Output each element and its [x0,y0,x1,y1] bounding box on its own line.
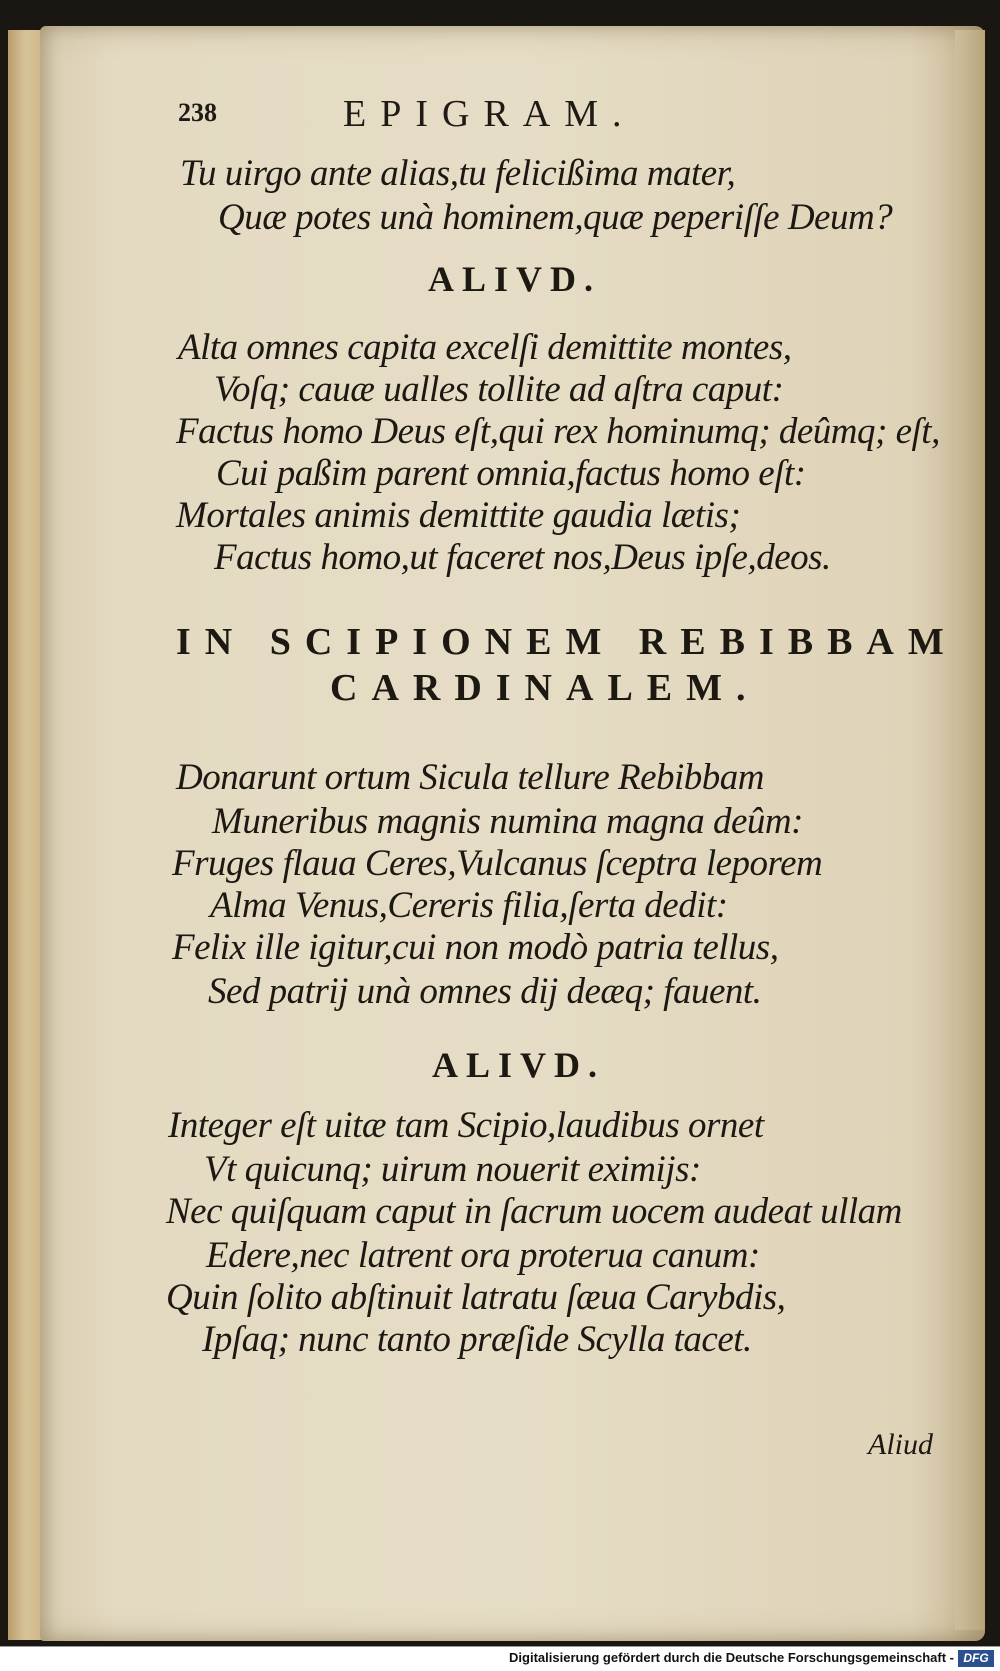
verse-line: Alta omnes capita excelſi demittite montes, [178,327,792,368]
verse-line: Mortales animis demittite gaudia lætis; [176,495,741,536]
verse-line: Fruges flaua Ceres,Vulcanus ſceptra leporem [172,843,823,884]
section-heading: ALIVD. [428,259,602,299]
footer-credit: Digitalisierung gefördert durch die Deutsche Forschungsgemeinschaft - [509,1650,954,1665]
verse-line: Edere,nec latrent ora proterua canum: [206,1235,760,1276]
verse-line: Ipſaq; nunc tanto præſide Scylla tacet. [202,1319,752,1360]
running-head [178,92,878,142]
verse-line: Donarunt ortum Sicula tellure Rebibbam [176,757,765,798]
verse-line: Felix ille igitur,cui non modò patria tellus, [172,927,779,968]
verse-line: Quin ſolito abſtinuit latratu ſæua Carybdis, [166,1277,786,1318]
digitization-footer [0,1646,1000,1671]
page-number: 238 [178,98,217,127]
section-heading: ALIVD. [432,1045,606,1085]
verse-line: Vt quicunq; uirum nouerit eximijs: [204,1149,701,1190]
verse-line: Factus homo,ut faceret nos,Deus ipſe,deos. [214,537,831,578]
running-title: EPIGRAM. [343,93,636,135]
page-curl [955,30,985,1630]
verse-line: Tu uirgo ante alias,tu felicißima mater, [180,153,736,194]
verse-line: Nec quiſquam caput in ſacrum uocem audeat ullam [166,1191,902,1232]
verse-line: Integer eſt uitæ tam Scipio,laudibus ornet [168,1105,764,1146]
verse-line: Quæ potes unà hominem,quæ peperiſſe Deum? [218,197,893,238]
verse-line: Alma Venus,Cereris filia,ſerta dedit: [210,885,728,926]
catchword: Aliud [868,1428,933,1461]
verse-line: Cui paßim parent omnia,factus homo eſt: [216,453,806,494]
section-subheading: CARDINALEM. [330,667,760,709]
verse-line: Factus homo Deus eſt,qui rex hominumq; deûmq; eſt, [176,411,940,452]
verse-line: Voſq; cauæ ualles tollite ad aſtra caput: [214,369,784,410]
dfg-logo: DFG [958,1650,994,1667]
verse-line: Muneribus magnis numina magna deûm: [212,801,803,842]
verse-line: Sed patrij unà omnes dij deæq; fauent. [208,971,762,1012]
section-heading: IN SCIPIONEM REBIBBAM [176,621,958,663]
